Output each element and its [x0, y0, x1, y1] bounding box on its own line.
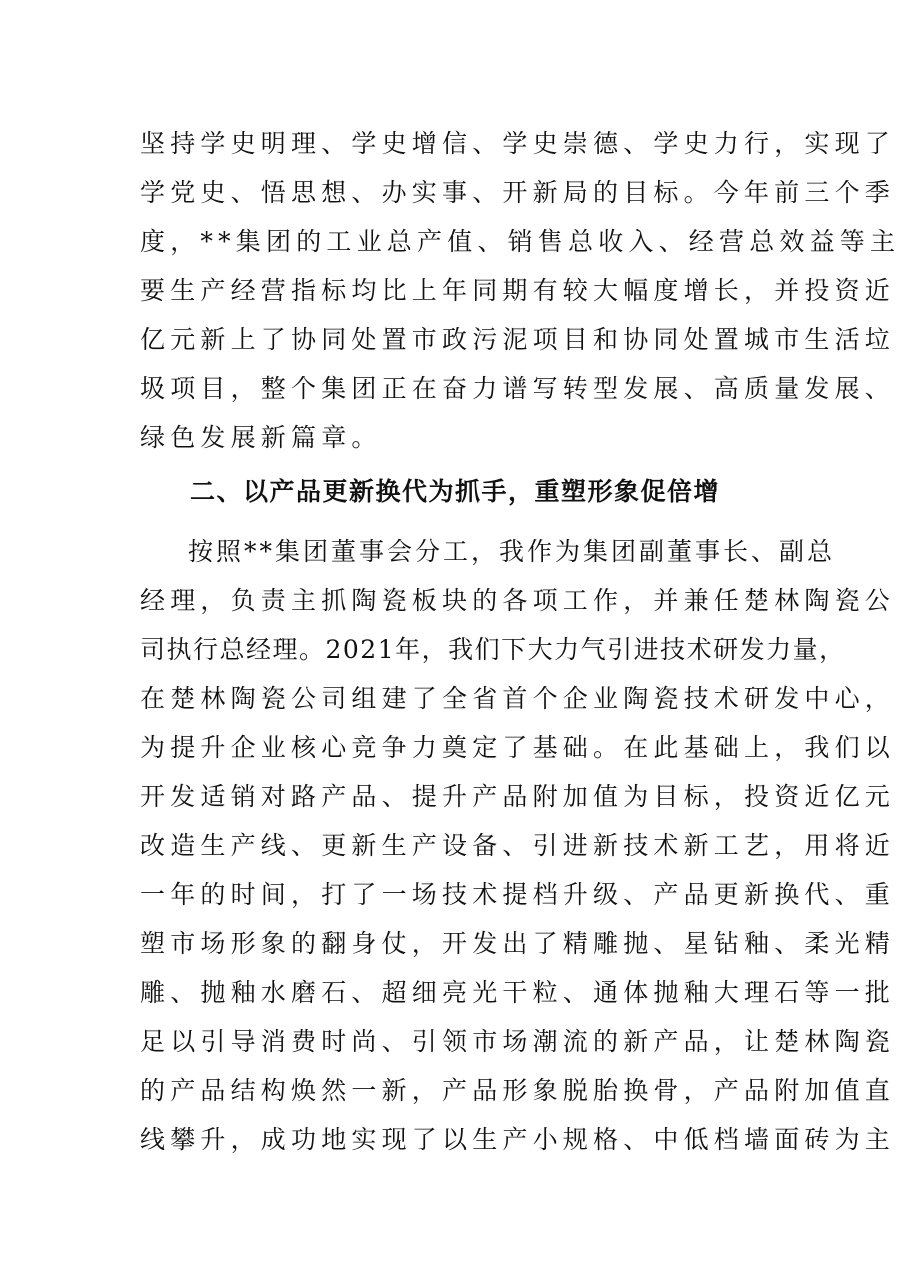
section-heading: 二、以产品更新换代为抓手，重塑形象促倍增: [190, 477, 721, 506]
text-line: 学党史、悟思想、办实事、开新局的目标。今年前三个季: [140, 178, 896, 207]
text-line: 经理，负责主抓陶瓷板块的各项工作，并兼任楚林陶瓷公: [140, 586, 896, 615]
text-line: 按照**集团董事会分工，我作为集团副董事长、副总: [188, 537, 836, 566]
text-line: 亿元新上了协同处置市政污泥项目和协同处置城市生活垃: [140, 325, 896, 354]
text-line: 坚持学史明理、学史增信、学史崇德、学史力行，实现了: [140, 129, 896, 158]
text-line: 在楚林陶瓷公司组建了全省首个企业陶瓷技术研发中心，: [140, 684, 896, 713]
text-line: 度，**集团的工业总产值、销售总收入、经营总效益等主: [140, 227, 901, 256]
text-line: 线攀升，成功地实现了以生产小规格、中低档墙面砖为主: [140, 1125, 896, 1154]
text-line: 绿色发展新篇章。: [140, 423, 382, 452]
text-line: 开发适销对路产品、提升产品附加值为目标，投资近亿元: [140, 782, 896, 811]
text-line: 司执行总经理。2021年，我们下大力气引进技术研发力量，: [140, 635, 846, 664]
text-line: 圾项目，整个集团正在奋力谱写转型发展、高质量发展、: [140, 374, 896, 403]
text-line: 为提升企业核心竞争力奠定了基础。在此基础上，我们以: [140, 733, 896, 762]
text-line: 足以引导消费时尚、引领市场潮流的新产品，让楚林陶瓷: [140, 1027, 896, 1056]
text-line: 塑市场形象的翻身仗，开发出了精雕抛、星钻釉、柔光精: [140, 929, 896, 958]
text-line: 雕、抛釉水磨石、超细亮光干粒、通体抛釉大理石等一批: [140, 978, 896, 1007]
text-line: 的产品结构焕然一新，产品形象脱胎换骨，产品附加值直: [140, 1076, 896, 1105]
text-line: 改造生产线、更新生产设备、引进新技术新工艺，用将近: [140, 831, 896, 860]
text-line: 一年的时间，打了一场技术提档升级、产品更新换代、重: [140, 880, 896, 909]
text-line: 要生产经营指标均比上年同期有较大幅度增长，并投资近: [140, 276, 896, 305]
